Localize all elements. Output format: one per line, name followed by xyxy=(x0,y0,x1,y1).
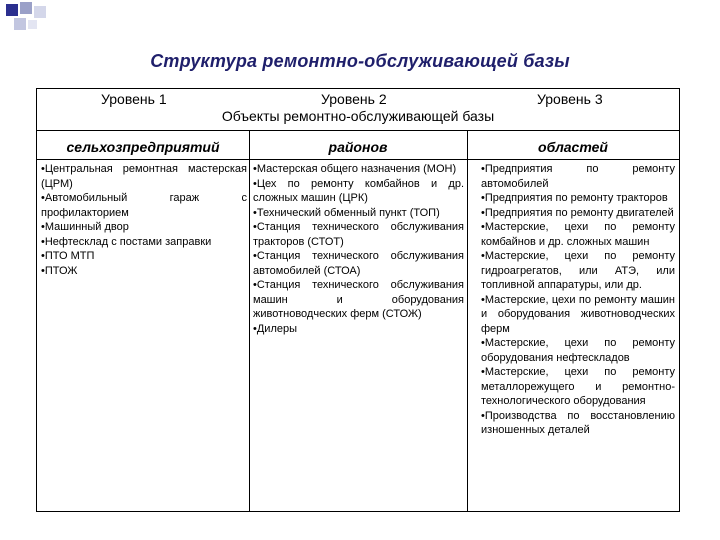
column-divider xyxy=(467,130,468,511)
list-item: •ПТОЖ xyxy=(41,264,78,277)
list-item: •ПТО МТП xyxy=(41,250,95,262)
list-item: •Центральная ремонтная мастерская (ЦРМ) xyxy=(41,163,247,190)
column-header-regions: областей xyxy=(538,139,608,155)
list-item: •Станция технического обслуживания машин и оборудования животноводческих ферм (СТОЖ) xyxy=(253,279,464,320)
list-item: •Мастерские, цехи по ремонту оборудования нефтескладов xyxy=(481,337,675,364)
list-item: •Предприятия по ремонту тракторов xyxy=(481,192,668,204)
table-subtitle: Объекты ремонтно-обслуживающей базы xyxy=(221,108,495,124)
list-item: •Станция технического обслуживания тракторов (СТОТ) xyxy=(253,221,464,248)
decorative-squares xyxy=(0,0,60,40)
column-list-regions xyxy=(481,162,675,438)
list-item: •Производства по восстановлению изношенных деталей xyxy=(481,409,675,436)
list-item: •Дилеры xyxy=(253,322,298,335)
list-item: •Мастерские, цехи по ремонту машин и оборудования животноводческих ферм xyxy=(481,293,675,335)
level-2-label: Уровень 2 xyxy=(321,91,387,107)
list-item: •Машинный двор xyxy=(41,221,129,233)
list-item: •Мастерская общего назначения (МОН) xyxy=(253,163,457,175)
column-list-farms xyxy=(41,162,247,278)
list-item: •Мастерские, цехи по ремонту гидроагрегатов, или АТЭ, или топливной аппаратуры, или др. xyxy=(481,250,675,291)
column-list-districts xyxy=(253,162,464,336)
structure-table xyxy=(36,88,680,512)
column-header-districts: районов xyxy=(328,139,388,155)
column-divider xyxy=(249,130,250,511)
list-item: •Автомобильный гараж с профилакторием xyxy=(41,192,247,219)
list-item: •Мастерские, цехи по ремонту комбайнов и др. сложных машин xyxy=(481,221,675,248)
list-item: •Мастерские, цехи по ремонту металлорежущего и ремонтно-технологического оборудования xyxy=(481,366,675,407)
level-1-label: Уровень 1 xyxy=(101,91,167,107)
list-item: •Технический обменный пункт (ТОП) xyxy=(253,206,440,219)
list-item: •Станция технического обслуживания автомобилей (СТОА) xyxy=(253,250,464,277)
table-divider xyxy=(37,130,679,131)
list-item: •Предприятия по ремонту двигателей xyxy=(481,206,674,219)
table-divider xyxy=(37,159,679,160)
list-item: •Нефтесклад с постами заправки xyxy=(41,235,212,248)
list-item: •Цех по ремонту комбайнов и др. сложных машин (ЦРК) xyxy=(253,177,464,204)
page-title: Структура ремонтно-обслуживающей базы xyxy=(150,51,570,71)
column-header-farms: сельхозпредприятий xyxy=(66,139,220,155)
list-item: •Предприятия по ремонту автомобилей xyxy=(481,163,675,190)
level-3-label: Уровень 3 xyxy=(537,91,603,107)
